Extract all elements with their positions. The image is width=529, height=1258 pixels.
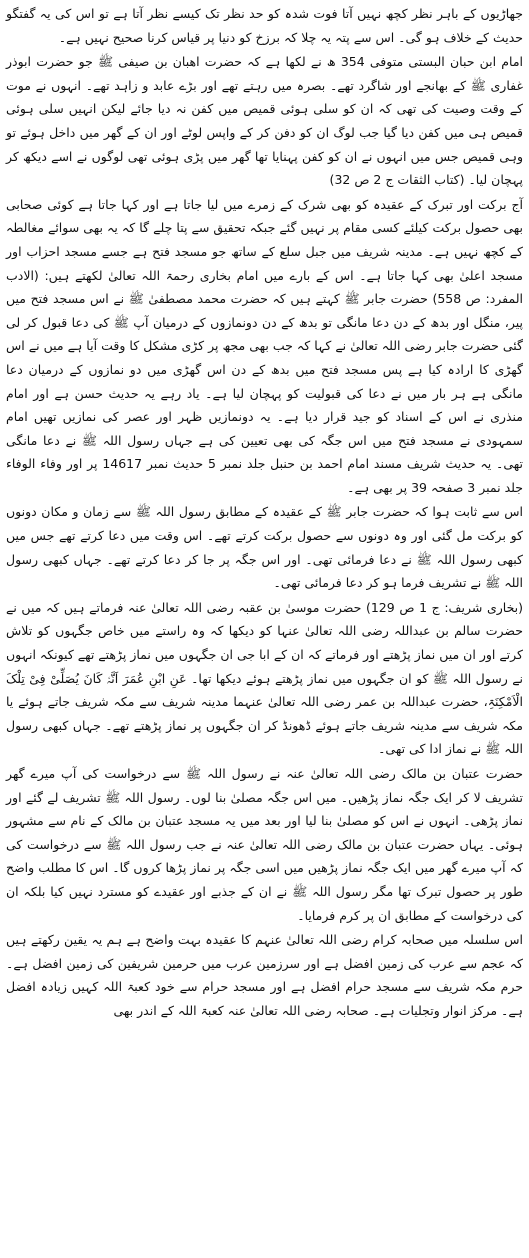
paragraph-hazrat-jabir: اس سے ثابت ہوا کہ حضرت جابر ﷺ کے عقیدہ کے مطابق رسول اللہ ﷺ سے زمان و مکان دونوں کو برکت مل گئی اور وہ دونوں سے حصول برکت کرتے تھے۔ اس وقت میں دعا کرتے تھے جس میں کبھی رسول اللہ ﷺ نے دعا فرمائی تھی۔ اور اس جگہ پر جا کر دعا کرتے تھے۔ جہاں کبھی رسول اللہ ﷺ نے تشریف فرما ہو کر دعا فرمائی تھی۔ (6, 504, 523, 591)
paragraph-ibn-hibban: امام ابن حبان البستی متوفی 354 ھ نے لکھا ہے کہ حضرت اھبان بن صیفی ﷺ جو حضرت ابوذر غفاری ﷺ کے بھانجے اور شاگرد تھے۔ بصرہ میں رہتے تھے اور بڑے عابد و زاہد تھے۔ انہوں نے موت کے وقت وصیت کی تھی کہ ان کو سلی ہوئی قمیص میں کفن نہ دیا جائے لیکن انہیں سلی ہوئی قمیص ہی میں کفن دیا گیا جب لوگ ان کو دفن کر کے واپس لوٹے اور ان کے گھر میں داخل ہوئے تو وہی قمیص جس میں انہوں نے ان کو کفن پہنایا تھا گھر میں پڑی ہوئی تھی لوگوں نے اسے دیکھ کر پہچان لیا۔ (کتاب الثقات ج 2 ص 32) (6, 54, 523, 188)
paragraph-barakah-tabarruk: آج برکت اور تبرک کے عقیدہ کو بھی شرک کے زمرے میں لیا جاتا ہے اور کہا جاتا ہے کوئی صحابی بھی حصول برکت کیلئے کسی مقام پر نہیں گئے جبکہ تحقیق سے پتا چلے گا کہ یہ بھی سوائے مغالطہ کے کچھ نہیں ہے۔ مدینہ شریف میں جبل سلع کے ساتھ جو مسجد فتح ہے جسے مسجد احزاب اور مسجد اعلیٰ بھی کہا جاتا ہے۔ اس کے بارے میں امام بخاری رحمۃ اللہ تعالیٰ لکھتے ہیں: (الادب المفرد: ص 558) حضرت جابر ﷺ کہتے ہیں کہ حضرت محمد مصطفیٰ ﷺ نے اس مسجد فتح میں پیر، منگل اور بدھ کے دن دعا مانگی تو بدھ کے دن دونمازوں کے درمیان آپ ﷺ کی دعا قبول کر لی گئی حضرت جابر رضی اللہ تعالیٰ نے کہا کہ جب بھی مجھ پر کڑی مشکل کا وقت آیا ہے میں نے اس گھڑی کا ارادہ کیا ہے پس مسجد فتح میں بدھ کے دن اس گھڑی میں دو نمازوں کے درمیان دعا مانگی ہے ہر بار میں نے دعا کی قبولیت کو پہچان لیا ہے۔ یاد رہے یہ حدیث حسن ہے اور امام منذری نے اس کے اسناد کو جید قرار دیا ہے۔ یہ دونمازیں ظہر اور عصر کی نمازیں تھیں امام سمہودی نے مسجد فتح میں اس جگہ کی بھی تعیین کی ہے جہاں رسول اللہ ﷺ نے دعا مانگی تھی۔ یہ حدیث شریف مسند امام احمد بن حنبل جلد نمبر 5 حدیث نمبر 14617 پر اور وفاء الوفاء جلد نمبر 3 صفحہ 39 پر بھی ہے۔ (6, 196, 523, 495)
paragraph-sahaba-aqeedah: اس سلسلہ میں صحابہ کرام رضی اللہ تعالیٰ عنہم کا عقیدہ بہت واضح ہے ہم یہ یقین رکھتے ہیں کہ عجم سے عرب کی زمین افضل ہے اور سرزمین عرب میں حرمین شریفین کی زمین افضل ہے۔ حرم مکہ شریف سے مسجد حرام افضل ہے اور مسجد حرام سے خود کعبۃ اللہ کہیں زیادہ افضل ہے۔ مرکز انوار وتجلیات ہے۔ صحابہ رضی اللہ تعالیٰ عنہ کعبۃ اللہ کے اندر بھی (6, 932, 523, 1018)
paragraph-bukhari-salim: (بخاری شریف: ج 1 ص 129) حضرت موسیٰ بن عقبہ رضی اللہ تعالیٰ عنہ فرماتے ہیں کہ میں نے حضرت سالم بن عبداللہ رضی اللہ تعالیٰ عنہا کو دیکھا کہ وہ راستے میں خاص جگہوں کو تلاش کرتے اور ان میں نماز پڑھتے اور فرماتے کہ ان کے ابا جی ان جگہوں میں نماز پڑھتے تھے کیونکہ انہوں نے رسول اللہ ﷺ کو ان جگہوں میں نماز پڑھتے ہوئے دیکھا تھا۔ عَنِ ابْنِ عُمَرَ اَنَّہٗ کَانَ یُصَلِّیْ فِیْ تِلْکَ الْاَمْکِنَۃِ، حضرت عبداللہ بن عمر رضی اللہ تعالیٰ عنہما مدینہ شریف سے مکہ شریف جاتے ہوئے یا مکہ شریف سے مدینہ شریف جاتے ہوئے ڈھونڈ کر ان جگہوں پر نماز پڑھتے تھے۔ جہاں کبھی رسول اللہ ﷺ نے نماز ادا کی تھی۔ (6, 599, 523, 757)
paragraph-barzakh: جھاڑیوں کے باہر نظر کچھ نہیں آتا فوت شدہ کو حد نظر تک کیسے نظر آتا ہے تو اس کی یہ گفتگو حدیث کے خلاف ہو گی۔ اس سے پتہ یہ چلا کہ برزخ کو دنیا پر قیاس کرنا صحیح نہیں ہے۔ (6, 6, 523, 45)
paragraph-itban-bin-malik: حضرت عتبان بن مالک رضی اللہ تعالیٰ عنہ نے رسول اللہ ﷺ سے درخواست کی آپ میرے گھر تشریف لا کر ایک جگہ نماز پڑھیں۔ میں اس جگہ مصلیٰ بنا لوں۔ رسول اللہ ﷺ تشریف لے گئے اور نماز پڑھی۔ انہوں نے اس کو مصلیٰ بنا لیا اور بعد میں یہ مسجد عتبان بن مالک کے نام سے مشہور ہوئی۔ یہاں حضرت عتبان بن مالک رضی اللہ تعالیٰ عنہ نے جب رسول اللہ ﷺ سے درخواست کی کہ آپ میرے گھر میں ایک جگہ نماز پڑھیں میں اسی جگہ پر نماز پڑھا کروں گا۔ اس کا مطلب واضح طور پر حصول تبرک تھا مگر رسول اللہ ﷺ نے ان کے جذبے اور عقیدے کو مسترد نہیں کیا بلکہ ان کی درخواست کے مطابق ان پر کرم فرمایا۔ (6, 766, 523, 923)
